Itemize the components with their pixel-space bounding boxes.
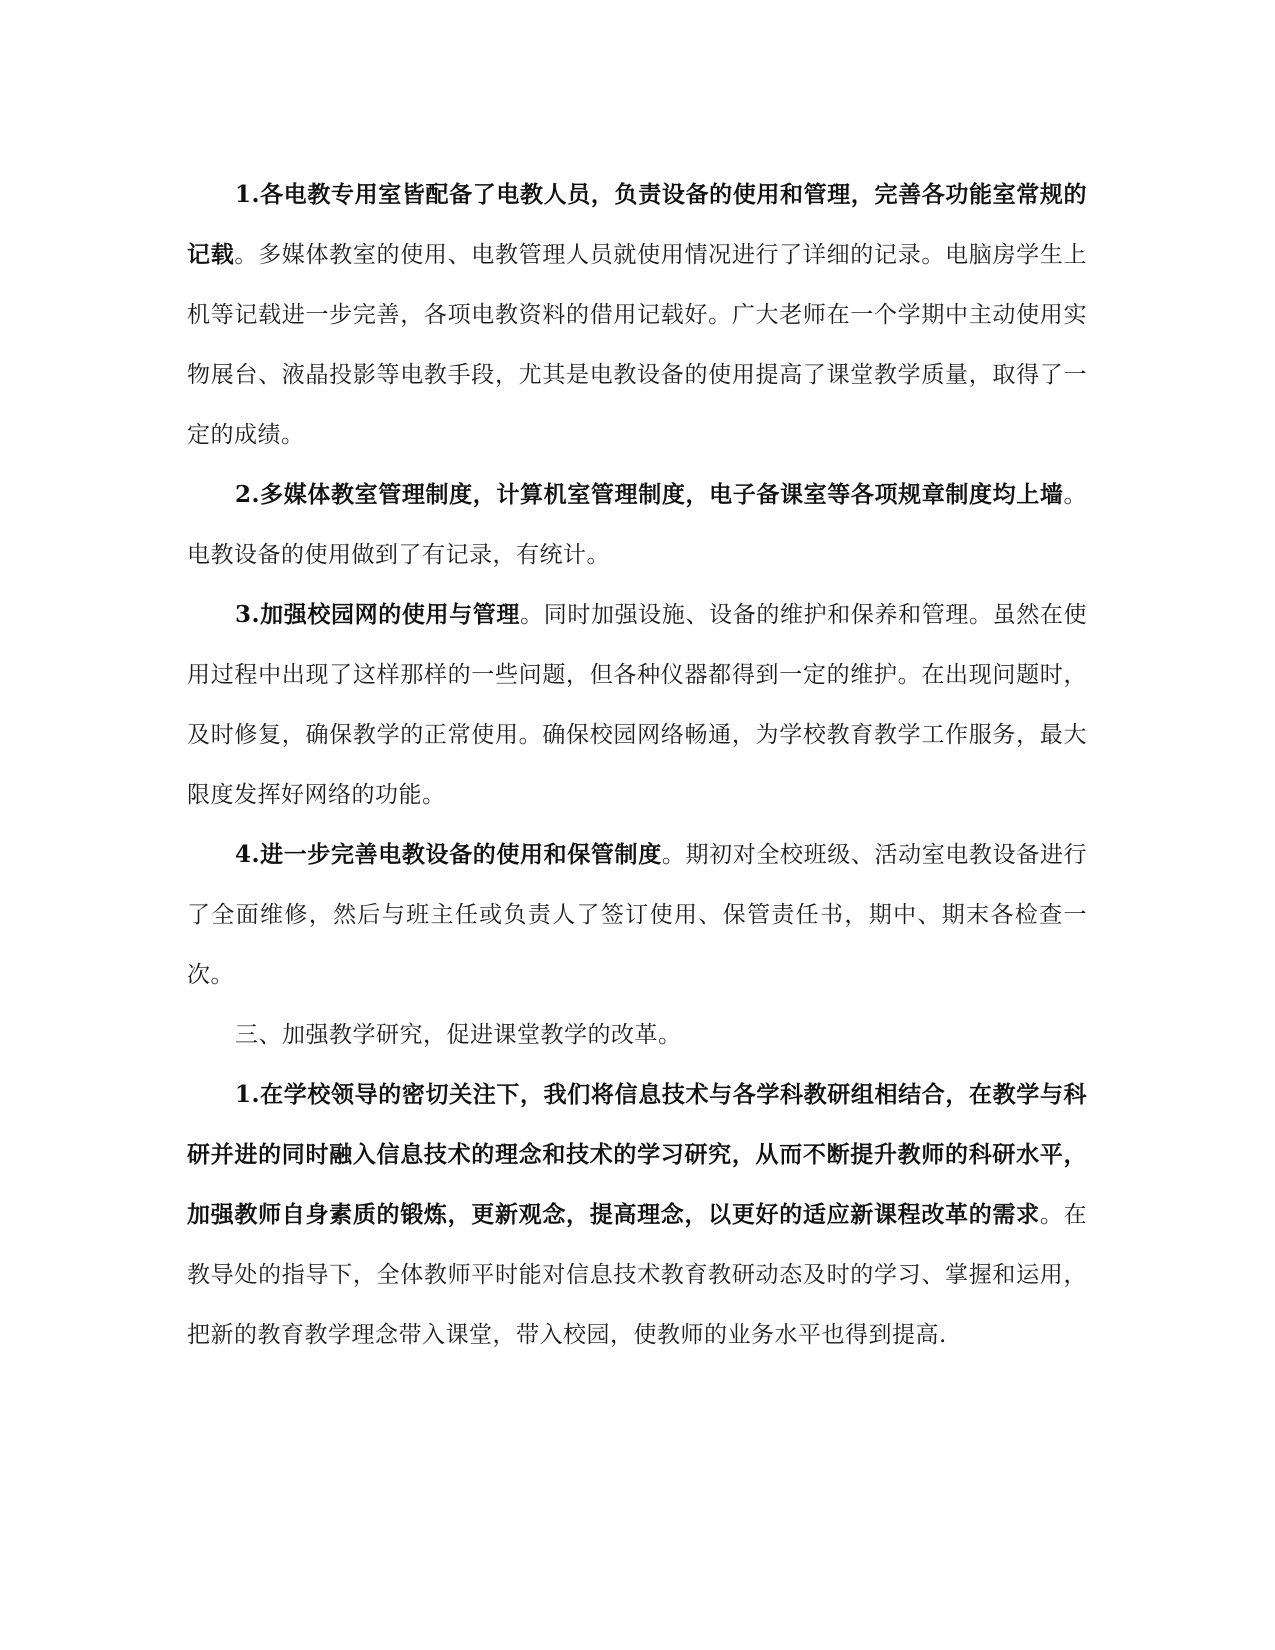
paragraph-5-heading: 1.在学校领导的密切关注下，我们将信息技术与各学科教研组相结合，在教学与科研并进的同时融入信息技术的理念和技术的学习研究，从而不断提升教师的科研水平，加强教师自身素质的锻炼，更新观念，提高理念，以更好的适应新课程改革的需求 bbox=[187, 1081, 1087, 1228]
section-heading-3 bbox=[187, 1005, 1087, 1065]
paragraph-4-text: 。期初对全校班级、活动室电教设备进行了全面维修，然后与班主任或负责人了签订使用、保管责任书，期中、期末各检查一次。 bbox=[187, 842, 1088, 988]
paragraph-4-heading: 4.进一步完善电教设备的使用和保管制度 bbox=[235, 841, 662, 868]
paragraph-2 bbox=[187, 465, 1087, 585]
paragraph-3 bbox=[187, 585, 1087, 825]
paragraph-1 bbox=[187, 165, 1087, 465]
paragraph-1-text: 。多媒体教室的使用、电教管理人员就使用情况进行了详细的记录。电脑房学生上机等记载进一步完善，各项电教资料的借用记载好。广大老师在一个学期中主动使用实物展台、液晶投影等电教手段，尤其是电教设备的使用提高了课堂教学质量，取得了一定的成绩。 bbox=[187, 242, 1088, 448]
paragraph-3-text: 。同时加强设施、设备的维护和保养和管理。虽然在使用过程中出现了这样那样的一些问题，但各种仪器都得到一定的维护。在出现问题时，及时修复，确保教学的正常使用。确保校园网络畅通，为学校教育教学工作服务，最大限度发挥好网络的功能。 bbox=[187, 602, 1088, 808]
document-body bbox=[187, 165, 1087, 1365]
section-heading-3-text: 三、加强教学研究，促进课堂教学的改革。 bbox=[235, 1022, 682, 1048]
paragraph-2-text: 。电教设备的使用做到了有记录，有统计。 bbox=[187, 482, 1087, 568]
paragraph-1-heading: 1.各电教专用室皆配备了电教人员，负责设备的使用和管理，完善各功能室常规的记载 bbox=[187, 181, 1087, 268]
paragraph-5 bbox=[187, 1065, 1087, 1365]
paragraph-2-heading: 2.多媒体教室管理制度，计算机室管理制度，电子备课室等各项规章制度均上墙 bbox=[235, 481, 1064, 508]
paragraph-3-heading: 3.加强校园网的使用与管理 bbox=[235, 601, 521, 628]
paragraph-4 bbox=[187, 825, 1087, 1005]
paragraph-5-text: 。在教导处的指导下，全体教师平时能对信息技术教育教研动态及时的学习、掌握和运用，把新的教育教学理念带入课堂，带入校园，使教师的业务水平也得到提高. bbox=[187, 1202, 1088, 1348]
